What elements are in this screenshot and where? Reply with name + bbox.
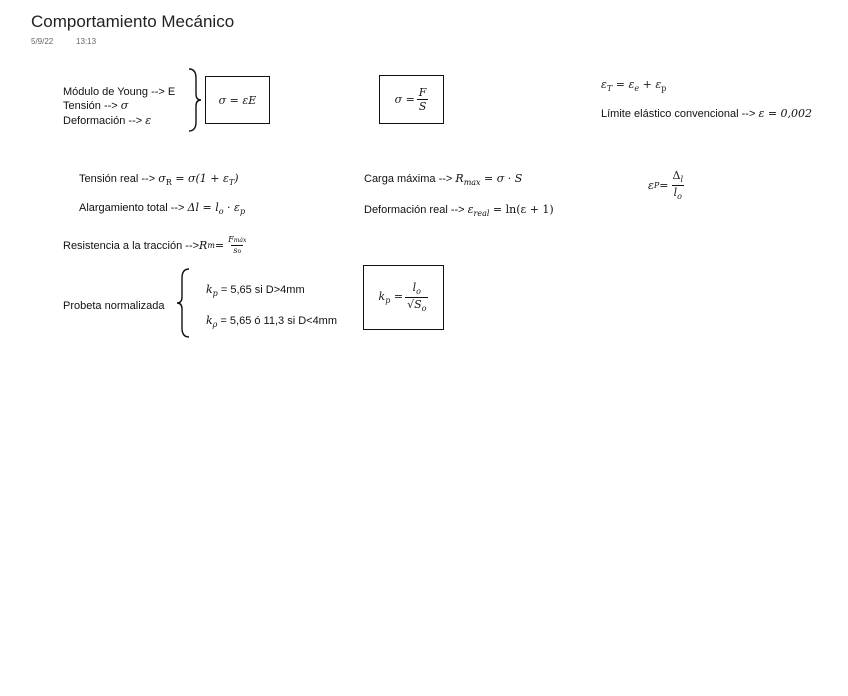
tensile-den-sub: o [237, 248, 242, 255]
probeta-box-lhs [379, 290, 404, 305]
strain-total-sub: T [606, 84, 613, 93]
plastic-num-sub: l [680, 175, 684, 184]
tensile-strength-line [63, 236, 248, 255]
page-date: 5/9/22 [31, 37, 54, 46]
page-time: 13:13 [76, 37, 97, 46]
probeta-row2 [206, 314, 337, 332]
plastic-strain-formula [648, 170, 685, 201]
elongation-label: Alargamiento total --> [79, 202, 188, 214]
probeta-row2-sym: k [206, 314, 213, 327]
plastic-num: Δ [672, 169, 681, 182]
elastic-limit-label: Límite elástico convencional --> [601, 108, 759, 120]
elastic-limit-formula: ε = 0,002 [758, 107, 813, 120]
probeta-box-fraction [405, 282, 428, 313]
young-modulus-line [63, 85, 175, 99]
max-load-sym: R [455, 172, 464, 185]
max-load-label: Carga máxima --> [364, 173, 456, 185]
plastic-eq: = [659, 179, 669, 192]
max-load-rest: = σ · S [480, 172, 523, 185]
deformation-label: Deformación --> [63, 115, 146, 127]
tensile-label: Resistencia a la tracción --> [63, 239, 200, 252]
tensile-den: s [233, 246, 238, 255]
real-stress-line [79, 172, 239, 190]
deformation-line [63, 114, 151, 128]
stress-formula-box [379, 75, 444, 124]
right-brace-icon [186, 68, 204, 132]
strain-elastic-sym: = ε [612, 78, 635, 91]
probeta-row2-sub: ρ [212, 320, 218, 329]
plastic-den-sub: o [677, 192, 682, 201]
probeta-row1-text: = 5,65 si D>4mm [217, 284, 305, 296]
max-load-line [364, 172, 522, 190]
probeta-box-num-sub: o [416, 287, 421, 296]
strain-plastic-sub: p [661, 84, 667, 93]
real-stress-sub2: T [228, 178, 235, 187]
plastic-lhs: ε [648, 179, 654, 192]
real-stress-close: ) [234, 172, 239, 185]
probeta-row1-sym: k [206, 283, 213, 296]
tensile-fraction [226, 236, 248, 255]
real-stress-sub: R [165, 178, 172, 187]
elongation-formula: Δl = l [187, 201, 219, 214]
probeta-row1 [206, 283, 305, 301]
tensile-num-sub: máx [233, 237, 247, 244]
plastic-lhs-sub: P [653, 181, 660, 190]
max-load-sub: max [463, 178, 481, 187]
stress-fraction [417, 87, 429, 112]
probeta-box-k: k [378, 290, 386, 303]
probeta-row1-sub: p [212, 289, 218, 298]
plastic-den: l [673, 186, 678, 199]
probeta-box-num: l [412, 281, 417, 294]
probeta-label: Probeta normalizada [63, 300, 165, 312]
tensile-eq: = [214, 238, 225, 252]
strain-plastic-sym: + ε [639, 78, 662, 91]
probeta-box-eq: = [390, 290, 404, 303]
probeta-row2-text: = 5,65 ó 11,3 si D<4mm [217, 315, 338, 327]
real-stress-rest: = σ(1 + ε [171, 172, 229, 185]
probeta-box-den: S [414, 298, 422, 311]
elastic-limit-line [601, 107, 812, 121]
real-strain-label: Deformación real --> [364, 204, 468, 216]
stress-denominator: S [418, 100, 427, 113]
tension-line [63, 99, 128, 113]
page-title: Comportamiento Mecánico [31, 12, 235, 31]
real-strain-sym: ε [467, 203, 474, 216]
stress-numerator: F [418, 86, 427, 99]
strain-total-sym: ε [601, 78, 607, 91]
probeta-box-den-sub: o [421, 304, 427, 313]
left-brace-icon [174, 268, 192, 338]
stress-lhs: σ = [394, 93, 415, 106]
tension-symbol: σ [120, 99, 129, 112]
sqrt-icon: √ [407, 298, 415, 311]
real-strain-rest: = ln(ε + 1) [489, 203, 554, 216]
real-strain-sub: real [473, 209, 490, 218]
probeta-box-sub: p [385, 296, 391, 305]
real-strain-line [364, 203, 554, 221]
hooke-law-box [205, 76, 270, 124]
probeta-formula-box [363, 265, 444, 330]
real-stress-label: Tensión real --> [79, 173, 159, 185]
total-strain-formula [601, 78, 666, 93]
elongation-dot: · ε [223, 201, 240, 214]
elongation-sub2: p [239, 207, 246, 216]
plastic-fraction [671, 170, 686, 201]
real-stress-sym: σ [158, 172, 166, 185]
hooke-law-formula: σ = εE [218, 93, 257, 107]
young-modulus-text: Módulo de Young --> E [63, 86, 176, 98]
tensile-sub: m [207, 240, 215, 250]
elongation-sub1: o [218, 207, 224, 216]
tension-label: Tensión --> [63, 100, 121, 112]
tensile-num: F [228, 235, 234, 244]
tensile-sym: R [199, 238, 208, 252]
deformation-symbol: ε [145, 114, 152, 127]
strain-elastic-sub: e [634, 84, 640, 93]
elongation-line [79, 201, 245, 219]
